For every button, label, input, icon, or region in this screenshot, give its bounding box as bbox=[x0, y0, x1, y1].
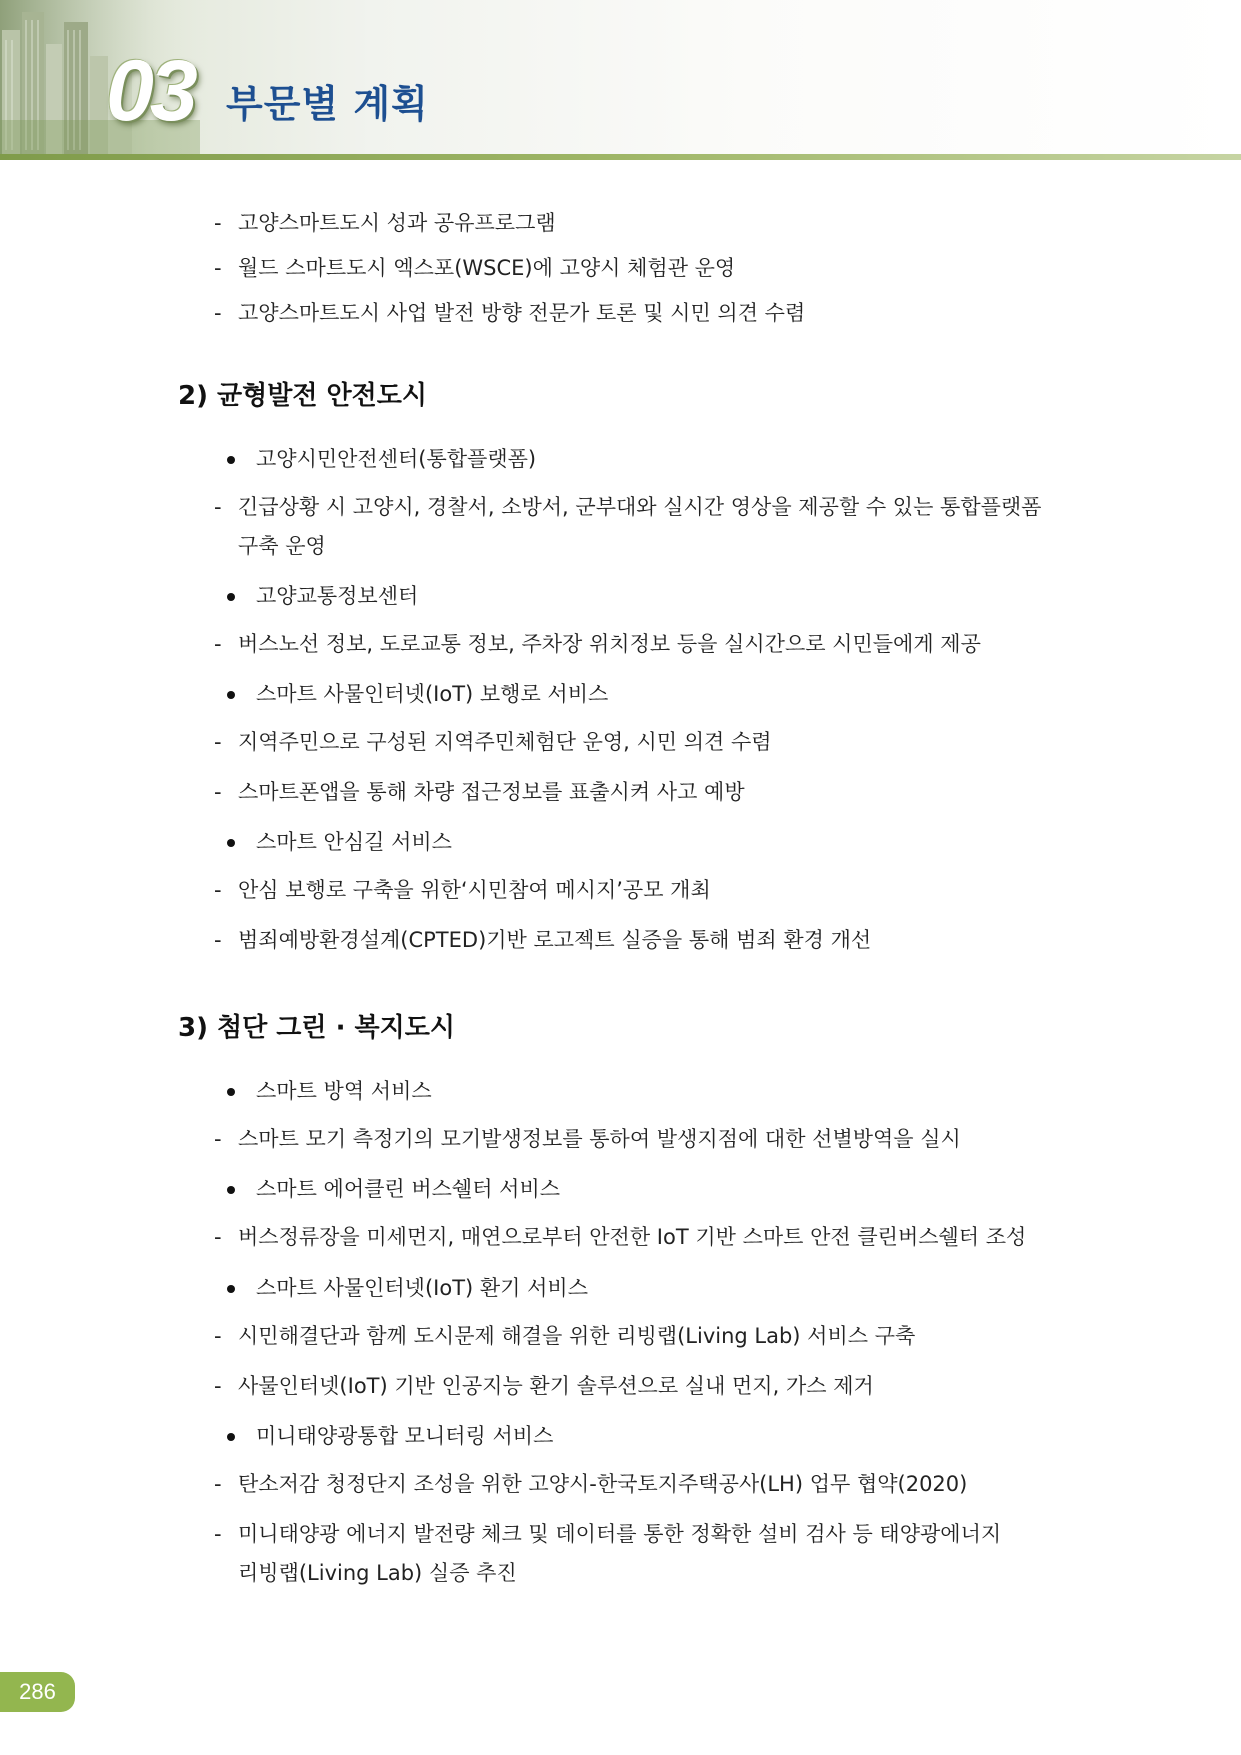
bullet-item: 미니태양광통합 모니터링 서비스 bbox=[256, 1423, 553, 1449]
list-item: - 미니태양광 에너지 발전량 체크 및 데이터를 통한 정확한 설비 검사 등 태양광에너지 bbox=[214, 1522, 1002, 1546]
list-item: - 고양스마트도시 사업 발전 방향 전문가 토론 및 시민 의견 수렴 bbox=[214, 301, 806, 325]
chapter-number: 03 bbox=[106, 43, 194, 139]
dash-marker: - bbox=[214, 1225, 222, 1249]
dash-marker: - bbox=[214, 878, 222, 902]
dash-marker: - bbox=[214, 780, 222, 804]
list-item: - 탄소저감 청정단지 조성을 위한 고양시-한국토지주택공사(LH) 업무 협약(2020) bbox=[214, 1472, 968, 1496]
list-item: - 긴급상황 시 고양시, 경찰서, 소방서, 군부대와 실시간 영상을 제공할 수 있는 통합플랫폼 bbox=[214, 495, 1042, 519]
bullet-item: 고양시민안전센터(통합플랫폼) bbox=[256, 446, 536, 472]
section-heading: 3) 첨단 그린 · 복지도시 bbox=[178, 1013, 455, 1043]
dash-marker: - bbox=[214, 1127, 222, 1151]
bullet-item: 스마트 에어클린 버스쉘터 서비스 bbox=[256, 1176, 560, 1202]
dash-marker: - bbox=[214, 256, 222, 280]
bullet-item: 스마트 사물인터넷(IoT) 보행로 서비스 bbox=[256, 681, 608, 707]
bullet-dot bbox=[227, 1285, 235, 1293]
list-item: - 범죄예방환경설계(CPTED)기반 로고젝트 실증을 통해 범죄 환경 개선 bbox=[214, 928, 872, 952]
dash-marker: - bbox=[214, 1324, 222, 1348]
chapter-title: 부문별 계획 bbox=[226, 82, 429, 126]
list-item: - 스마트 모기 측정기의 모기발생정보를 통하여 발생지점에 대한 선별방역을 실시 bbox=[214, 1127, 961, 1151]
dash-marker: - bbox=[214, 928, 222, 952]
dash-marker: - bbox=[214, 1472, 222, 1496]
dash-marker: - bbox=[214, 211, 222, 235]
list-item-continuation: 구축 운영 bbox=[238, 534, 326, 558]
list-item: - 스마트폰앱을 통해 차량 접근정보를 표출시켜 사고 예방 bbox=[214, 780, 745, 804]
bullet-dot bbox=[227, 839, 235, 847]
bullet-dot bbox=[227, 691, 235, 699]
chapter-header bbox=[0, 0, 1241, 160]
dash-marker: - bbox=[214, 1522, 222, 1546]
dash-marker: - bbox=[214, 301, 222, 325]
bullet-item: 스마트 사물인터넷(IoT) 환기 서비스 bbox=[256, 1275, 588, 1301]
list-item: - 안심 보행로 구축을 위한‘시민참여 메시지’공모 개최 bbox=[214, 878, 711, 902]
list-item: - 시민해결단과 함께 도시문제 해결을 위한 리빙랩(Living Lab) 서비스 구축 bbox=[214, 1324, 916, 1348]
dash-marker: - bbox=[214, 495, 222, 519]
list-item: - 고양스마트도시 성과 공유프로그램 bbox=[214, 211, 556, 235]
list-item: - 사물인터넷(IoT) 기반 인공지능 환기 솔루션으로 실내 먼지, 가스 제거 bbox=[214, 1374, 874, 1398]
page-number: 286 bbox=[0, 1672, 75, 1712]
bullet-dot bbox=[227, 593, 235, 601]
list-item: - 버스정류장을 미세먼지, 매연으로부터 안전한 IoT 기반 스마트 안전 클린버스쉘터 조성 bbox=[214, 1225, 1027, 1249]
bullet-item: 고양교통정보센터 bbox=[256, 583, 418, 609]
dash-marker: - bbox=[214, 1374, 222, 1398]
bullet-item: 스마트 안심길 서비스 bbox=[256, 829, 452, 855]
list-item: - 지역주민으로 구성된 지역주민체험단 운영, 시민 의견 수렴 bbox=[214, 730, 772, 754]
bullet-dot bbox=[227, 456, 235, 464]
list-item-continuation: 리빙랩(Living Lab) 실증 추진 bbox=[238, 1561, 517, 1585]
dash-marker: - bbox=[214, 730, 222, 754]
dash-marker: - bbox=[214, 632, 222, 656]
list-item: - 월드 스마트도시 엑스포(WSCE)에 고양시 체험관 운영 bbox=[214, 256, 736, 280]
bullet-item: 스마트 방역 서비스 bbox=[256, 1078, 432, 1104]
header-divider bbox=[0, 154, 1241, 160]
bullet-dot bbox=[227, 1433, 235, 1441]
bullet-dot bbox=[227, 1088, 235, 1096]
bullet-dot bbox=[227, 1186, 235, 1194]
list-item: - 버스노선 정보, 도로교통 정보, 주차장 위치정보 등을 실시간으로 시민들에게 제공 bbox=[214, 632, 981, 656]
section-heading: 2) 균형발전 안전도시 bbox=[178, 381, 428, 411]
